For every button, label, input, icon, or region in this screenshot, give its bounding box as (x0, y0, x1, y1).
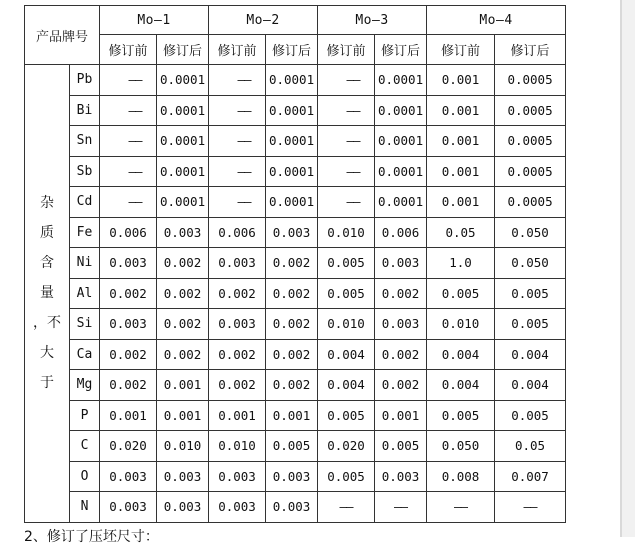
sub-header-before: 修订前 (427, 35, 495, 65)
value-cell: 0.003 (157, 461, 209, 492)
value-cell: 0.002 (209, 339, 266, 370)
value-cell: 0.010 (318, 217, 375, 248)
element-symbol: N (70, 492, 100, 523)
value-cell: —— (318, 156, 375, 187)
value-cell: 0.003 (266, 217, 318, 248)
element-symbol: Ca (70, 339, 100, 370)
value-cell: 0.0005 (495, 156, 566, 187)
table-row (25, 309, 566, 340)
value-cell: 0.002 (375, 278, 427, 309)
value-cell: 0.002 (266, 370, 318, 401)
impurity-label-char: 于 (40, 375, 54, 392)
value-cell: 0.005 (318, 248, 375, 279)
element-symbol: Ni (70, 248, 100, 279)
element-symbol: Mg (70, 370, 100, 401)
value-cell: 0.004 (495, 339, 566, 370)
value-cell: 0.006 (375, 217, 427, 248)
element-symbol: Al (70, 278, 100, 309)
value-cell: 1.0 (427, 248, 495, 279)
element-symbol: Si (70, 309, 100, 340)
value-cell: 0.0005 (495, 95, 566, 126)
element-symbol: Pb (70, 65, 100, 96)
value-cell: —— (318, 95, 375, 126)
grade-header: Mo—3 (318, 6, 427, 35)
element-symbol: Fe (70, 217, 100, 248)
value-cell: 0.002 (266, 248, 318, 279)
table-row (25, 492, 566, 523)
value-cell: 0.002 (100, 339, 157, 370)
value-cell: —— (209, 187, 266, 218)
value-cell: 0.004 (318, 339, 375, 370)
impurity-label-char: 质 (40, 225, 54, 242)
value-cell: 0.001 (209, 400, 266, 431)
value-cell: 0.005 (318, 461, 375, 492)
value-cell: 0.003 (375, 248, 427, 279)
value-cell: 0.006 (209, 217, 266, 248)
table-row (25, 187, 566, 218)
value-cell: —— (209, 126, 266, 157)
value-cell: 0.001 (427, 156, 495, 187)
value-cell: 0.005 (427, 400, 495, 431)
value-cell: 0.002 (100, 278, 157, 309)
impurity-label-char: 杂 (40, 195, 54, 212)
table-row (25, 126, 566, 157)
value-cell: 0.05 (495, 431, 566, 462)
value-cell: 0.0001 (375, 156, 427, 187)
value-cell: 0.010 (157, 431, 209, 462)
value-cell: 0.005 (318, 278, 375, 309)
table-row (25, 95, 566, 126)
value-cell: 0.0001 (375, 65, 427, 96)
value-cell: 0.002 (100, 370, 157, 401)
table-row (25, 156, 566, 187)
value-cell: 0.004 (427, 339, 495, 370)
value-cell: 0.020 (100, 431, 157, 462)
value-cell: —— (100, 65, 157, 96)
value-cell: 0.0001 (157, 187, 209, 218)
element-symbol: Sn (70, 126, 100, 157)
value-cell: 0.0001 (157, 126, 209, 157)
sub-header-after: 修订后 (157, 35, 209, 65)
value-cell: 0.003 (266, 461, 318, 492)
value-cell: 0.001 (157, 400, 209, 431)
value-cell: 0.003 (100, 309, 157, 340)
value-cell: —— (495, 492, 566, 523)
value-cell: 0.0001 (157, 156, 209, 187)
value-cell: 0.005 (495, 400, 566, 431)
value-cell: 0.008 (427, 461, 495, 492)
value-cell: 0.005 (266, 431, 318, 462)
impurity-label-char: 含 (40, 255, 54, 272)
value-cell: 0.001 (427, 126, 495, 157)
element-symbol: Bi (70, 95, 100, 126)
value-cell: 0.001 (100, 400, 157, 431)
value-cell: 0.0001 (266, 156, 318, 187)
table-row (25, 65, 566, 96)
value-cell: —— (209, 156, 266, 187)
value-cell: 0.003 (100, 461, 157, 492)
value-cell: —— (100, 187, 157, 218)
value-cell: 0.003 (375, 461, 427, 492)
value-cell: 0.002 (157, 248, 209, 279)
value-cell: 0.005 (375, 431, 427, 462)
value-cell: 0.002 (157, 339, 209, 370)
impurity-label-char: ，不 (33, 315, 61, 332)
value-cell: 0.05 (427, 217, 495, 248)
value-cell: 0.0001 (266, 95, 318, 126)
value-cell: 0.003 (375, 309, 427, 340)
value-cell: 0.0001 (266, 187, 318, 218)
value-cell: —— (427, 492, 495, 523)
value-cell: 0.004 (427, 370, 495, 401)
sub-header-before: 修订前 (209, 35, 266, 65)
impurity-label-char: 大 (40, 345, 54, 362)
value-cell: 0.003 (266, 492, 318, 523)
value-cell: 0.003 (157, 217, 209, 248)
value-cell: 0.005 (318, 400, 375, 431)
value-cell: 0.007 (495, 461, 566, 492)
value-cell: 0.002 (209, 370, 266, 401)
value-cell: 0.002 (157, 278, 209, 309)
impurity-content-label (25, 65, 70, 523)
element-symbol: Cd (70, 187, 100, 218)
page-edge (620, 0, 622, 537)
table-row (25, 461, 566, 492)
value-cell: 0.003 (209, 461, 266, 492)
value-cell: 0.010 (318, 309, 375, 340)
sub-header-before: 修订前 (100, 35, 157, 65)
value-cell: 0.0001 (375, 95, 427, 126)
sub-header-after: 修订后 (375, 35, 427, 65)
value-cell: 0.020 (318, 431, 375, 462)
grade-header: Mo—1 (100, 6, 209, 35)
grade-header: Mo—2 (209, 6, 318, 35)
value-cell: 0.050 (495, 248, 566, 279)
value-cell: —— (318, 126, 375, 157)
value-cell: 0.001 (266, 400, 318, 431)
value-cell: —— (100, 156, 157, 187)
value-cell: 0.010 (209, 431, 266, 462)
value-cell: 0.010 (427, 309, 495, 340)
value-cell: —— (209, 65, 266, 96)
value-cell: 0.0001 (157, 65, 209, 96)
element-symbol: P (70, 400, 100, 431)
value-cell: 0.003 (157, 492, 209, 523)
value-cell: 0.0001 (375, 126, 427, 157)
value-cell: 0.005 (427, 278, 495, 309)
value-cell: 0.003 (209, 492, 266, 523)
value-cell: —— (318, 65, 375, 96)
value-cell: 0.002 (157, 309, 209, 340)
footer-text: 2、修订了压坯尺寸： (24, 529, 159, 545)
value-cell: —— (318, 492, 375, 523)
value-cell: 0.0001 (266, 126, 318, 157)
value-cell: 0.004 (318, 370, 375, 401)
header-row-grades (25, 6, 566, 35)
value-cell: 0.005 (495, 309, 566, 340)
value-cell: 0.0005 (495, 126, 566, 157)
value-cell: 0.003 (209, 309, 266, 340)
impurity-spec-table (24, 5, 566, 523)
sub-header-after: 修订后 (495, 35, 566, 65)
value-cell: 0.001 (427, 95, 495, 126)
table-row (25, 400, 566, 431)
value-cell: 0.0001 (375, 187, 427, 218)
header-row-revision (25, 35, 566, 65)
value-cell: 0.005 (495, 278, 566, 309)
element-symbol: O (70, 461, 100, 492)
value-cell: 0.001 (427, 65, 495, 96)
table-row (25, 431, 566, 462)
value-cell: 0.003 (100, 492, 157, 523)
value-cell: 0.004 (495, 370, 566, 401)
value-cell: 0.002 (209, 278, 266, 309)
table-row (25, 248, 566, 279)
value-cell: 0.002 (375, 339, 427, 370)
table-row (25, 339, 566, 370)
value-cell: 0.001 (375, 400, 427, 431)
value-cell: —— (375, 492, 427, 523)
impurity-label-char: 量 (40, 285, 54, 302)
value-cell: 0.0005 (495, 65, 566, 96)
element-symbol: C (70, 431, 100, 462)
value-cell: 0.002 (375, 370, 427, 401)
corner-label: 产品牌号 (25, 6, 100, 65)
value-cell: —— (100, 95, 157, 126)
sub-header-before: 修订前 (318, 35, 375, 65)
value-cell: 0.006 (100, 217, 157, 248)
table-row (25, 217, 566, 248)
value-cell: 0.003 (209, 248, 266, 279)
value-cell: 0.050 (427, 431, 495, 462)
value-cell: 0.001 (427, 187, 495, 218)
value-cell: —— (209, 95, 266, 126)
value-cell: —— (318, 187, 375, 218)
element-symbol: Sb (70, 156, 100, 187)
table-row (25, 370, 566, 401)
value-cell: 0.003 (100, 248, 157, 279)
value-cell: 0.002 (266, 278, 318, 309)
value-cell: —— (100, 126, 157, 157)
value-cell: 0.002 (266, 339, 318, 370)
value-cell: 0.0001 (157, 95, 209, 126)
value-cell: 0.050 (495, 217, 566, 248)
page-gutter (622, 0, 635, 537)
value-cell: 0.002 (266, 309, 318, 340)
value-cell: 0.0001 (266, 65, 318, 96)
grade-header: Mo—4 (427, 6, 566, 35)
value-cell: 0.0005 (495, 187, 566, 218)
table-row (25, 278, 566, 309)
sub-header-after: 修订后 (266, 35, 318, 65)
value-cell: 0.001 (157, 370, 209, 401)
